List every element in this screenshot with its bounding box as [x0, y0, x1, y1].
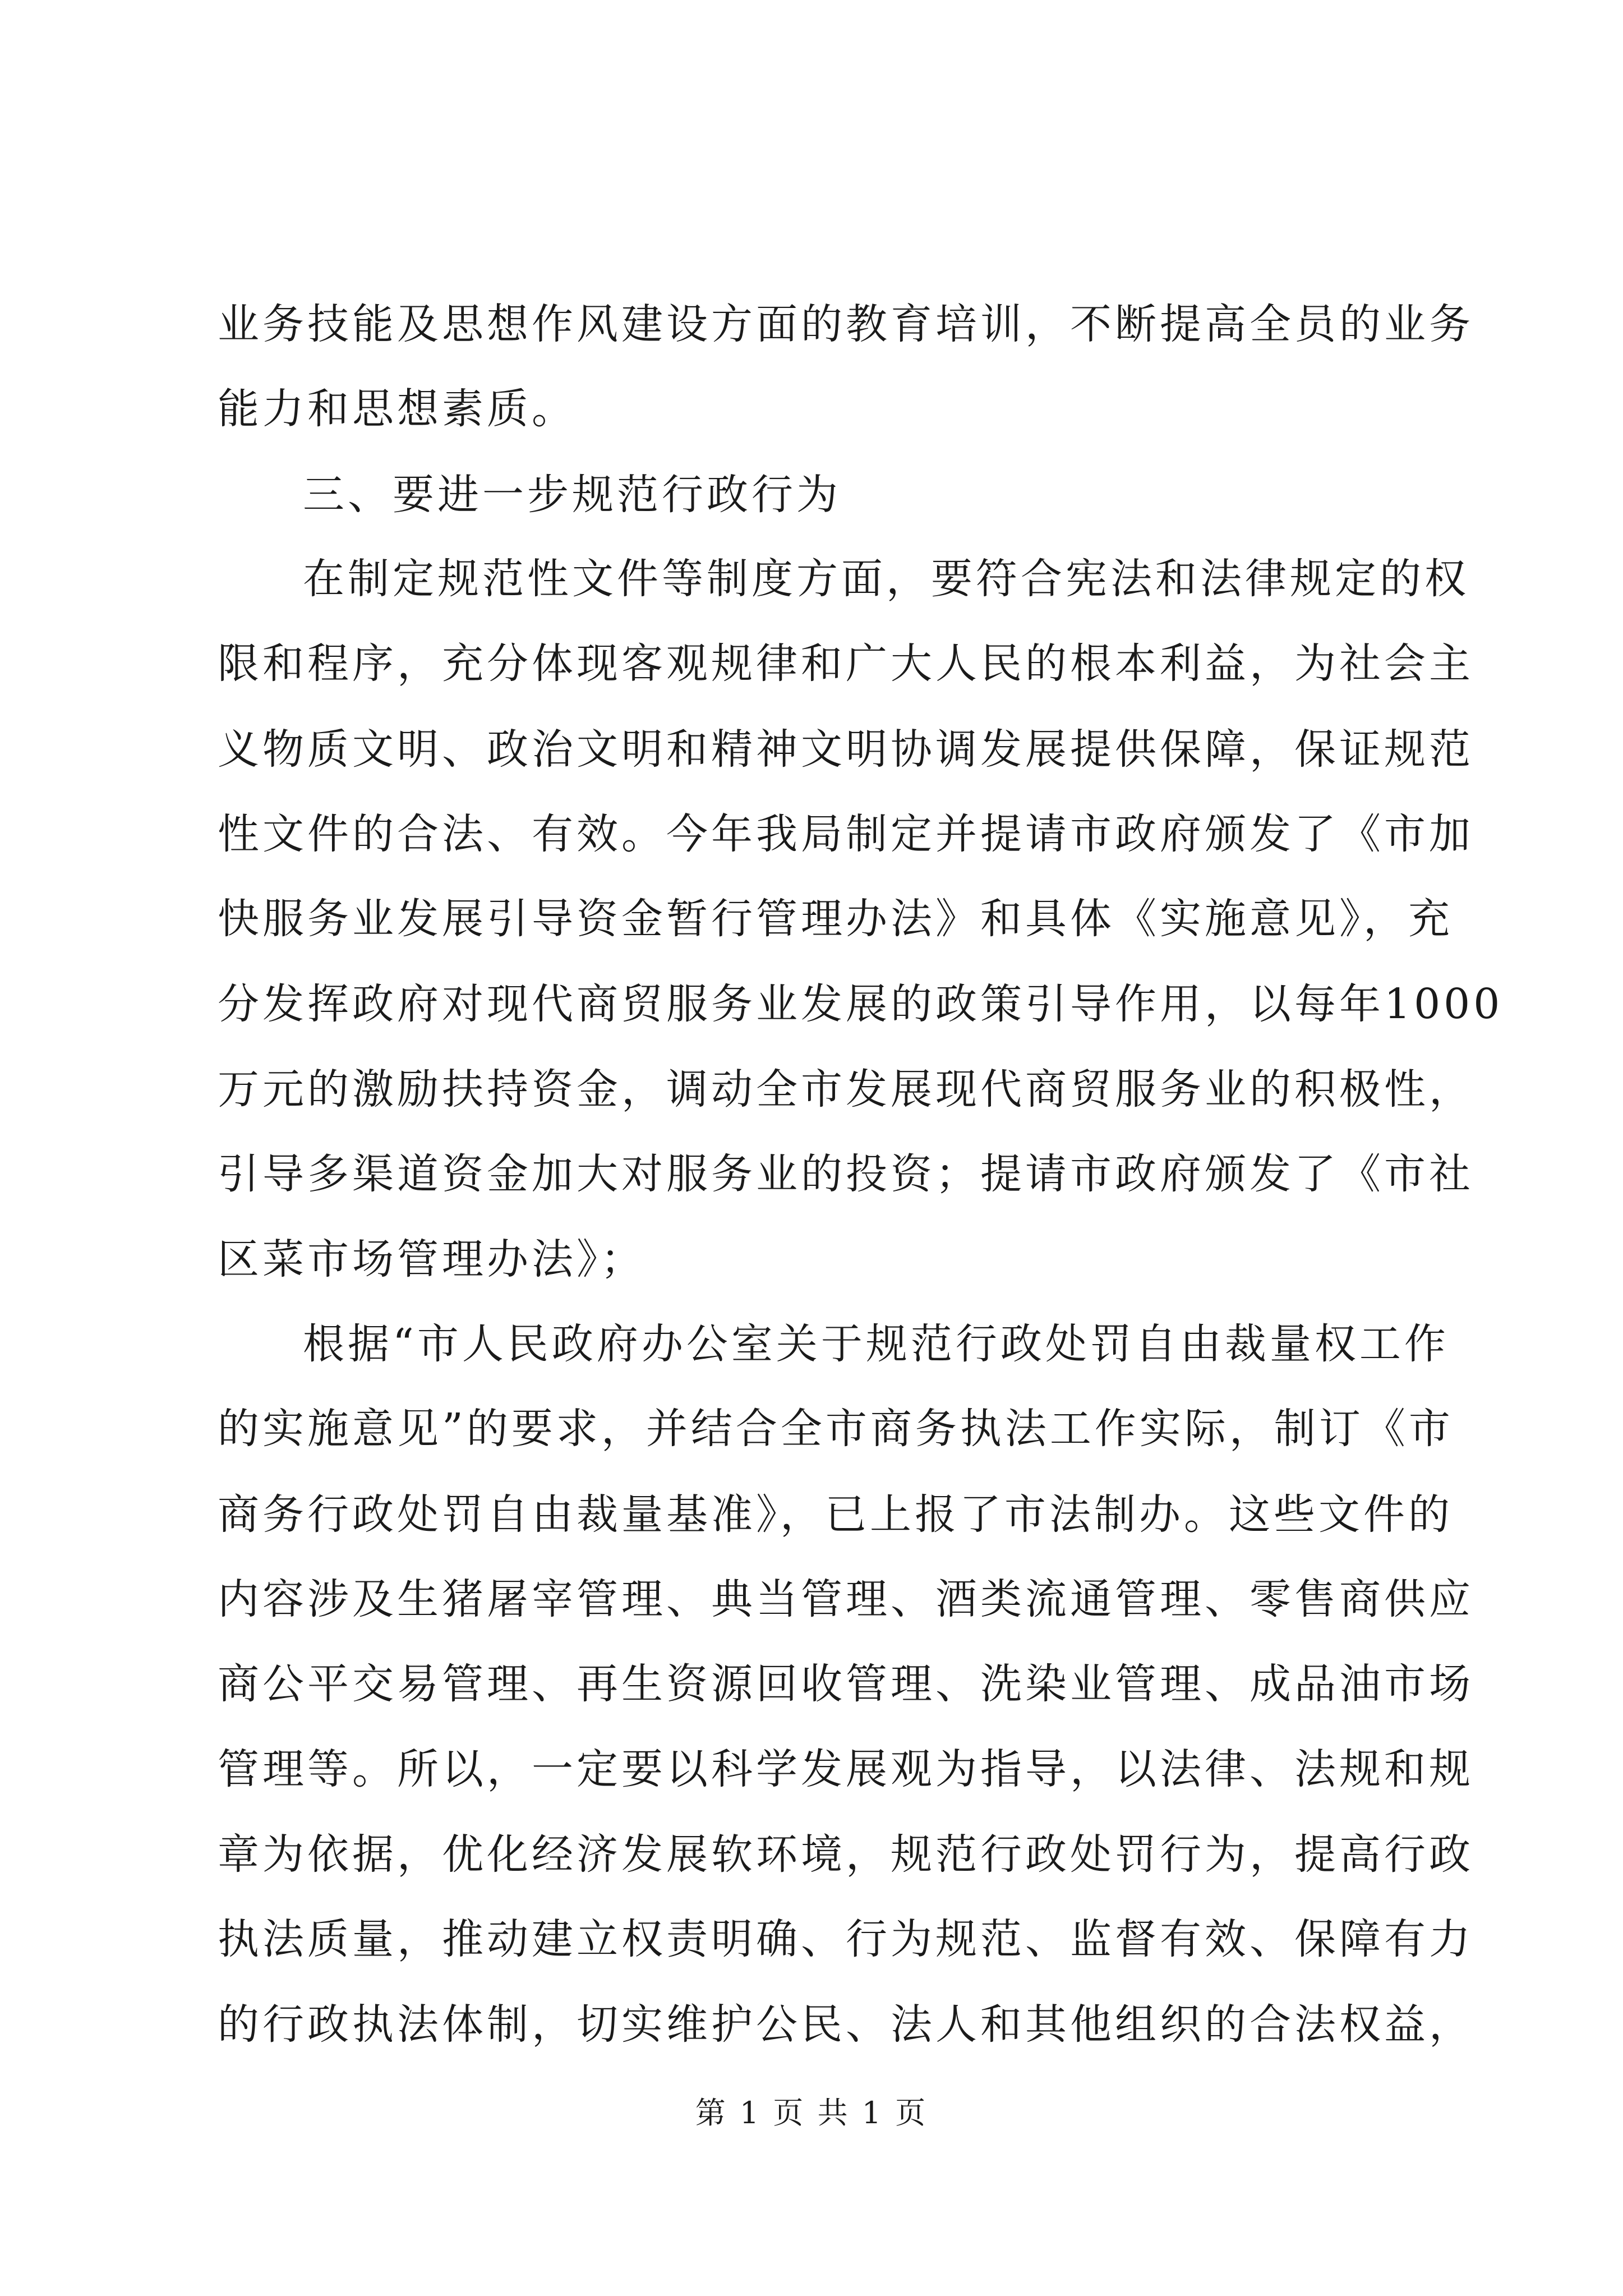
- body-text-line: 业务技能及思想作风建设方面的教育培训，不断提高全员的业务: [218, 300, 1474, 348]
- body-text-line: 引导多渠道资金加大对服务业的投资；提请市政府颁发了《市社: [218, 1150, 1474, 1198]
- body-text-line: 商公平交易管理、再生资源回收管理、洗染业管理、成品油市场: [218, 1660, 1474, 1708]
- body-text-line: 商务行政处罚自由裁量基准》，已上报了市法制办。这些文件的: [218, 1490, 1453, 1539]
- page-footer: 第 1 页 共 1 页: [695, 2095, 928, 2131]
- body-text-line: 章为依据，优化经济发展软环境，规范行政处罚行为，提高行政: [218, 1830, 1474, 1879]
- body-text-line: 分发挥政府对现代商贸服务业发展的政策引导作用，以每年1000: [218, 980, 1504, 1028]
- body-text-line: 执法质量，推动建立权责明确、行为规范、监督有效、保障有力: [218, 1915, 1474, 1963]
- paragraph-first-line: 根据“市人民政府办公室关于规范行政处罚自由裁量权工作: [303, 1320, 1449, 1368]
- body-text-line: 区菜市场管理办法》；: [218, 1235, 645, 1283]
- body-text-line: 管理等。所以，一定要以科学发展观为指导，以法律、法规和规: [218, 1745, 1474, 1793]
- body-text-line: 能力和思想素质。: [218, 385, 577, 433]
- body-text-line: 内容涉及生猪屠宰管理、典当管理、酒类流通管理、零售商供应: [218, 1575, 1474, 1623]
- section-heading: 三、要进一步规范行政行为: [303, 471, 841, 519]
- body-text-line: 限和程序，充分体现客观规律和广大人民的根本利益，为社会主: [218, 639, 1474, 688]
- body-text-line: 万元的激励扶持资金，调动全市发展现代商贸服务业的积极性，: [218, 1065, 1474, 1114]
- body-text-line: 的行政执法体制，切实维护公民、法人和其他组织的合法权益，: [218, 2000, 1474, 2049]
- body-text-line: 快服务业发展引导资金暂行管理办法》和具体《实施意见》，充: [218, 895, 1453, 943]
- body-text-line: 义物质文明、政治文明和精神文明协调发展提供保障，保证规范: [218, 725, 1474, 774]
- paragraph-first-line: 在制定规范性文件等制度方面，要符合宪法和法律规定的权: [303, 555, 1469, 603]
- body-text-line: 性文件的合法、有效。今年我局制定并提请市政府颁发了《市加: [218, 810, 1474, 858]
- body-text-line: 的实施意见”的要求，并结合全市商务执法工作实际，制订《市: [218, 1405, 1454, 1453]
